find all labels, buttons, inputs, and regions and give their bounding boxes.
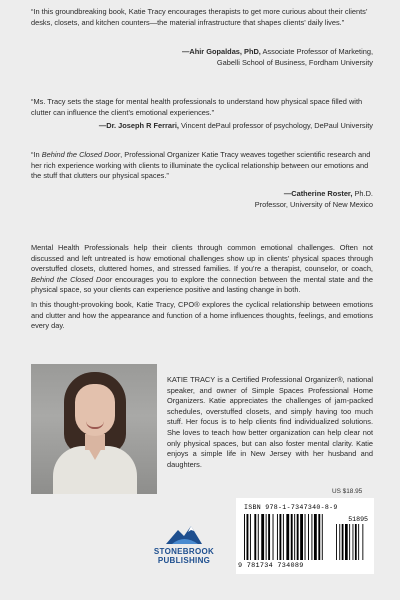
endorsement-attribution-2	[31, 121, 373, 132]
endorser-affiliation-1: Gabelli School of Business, Fordham University	[216, 57, 373, 67]
isbn-number: ISBN 978-1-7347340-8-9	[244, 504, 338, 511]
endorsement-quote-2: “Ms. Tracy sets the stage for mental health professionals to understand how physical space filled with clutter can influence the client’s emotional experiences.”	[31, 97, 363, 117]
endorser-title-1: Associate Professor of Marketing,	[260, 47, 373, 56]
author-photo	[31, 364, 157, 494]
endorser-name-2: —Dr. Joseph R Ferrari,	[98, 121, 179, 130]
publisher-name-line-1: STONEBROOK	[153, 547, 215, 556]
description-paragraph-2: In this thought-provoking book, Katie Tracy, CPO® explores the cyclical relationship between emotions and clutter and how the appearance and function of a home influences thoughts, feelings, and emotions every day.	[31, 300, 373, 331]
price-label: US $18.95	[332, 488, 363, 495]
publisher-logo	[142, 522, 226, 578]
price-supplement-code: 51895	[348, 516, 368, 523]
description-p1-part-a: Mental Health Professionals help their clients through common emotional challenges. Often not discussed and left untreated is how emotional challenges show up in clients’ physical spaces through overstuffed closets, cluttered homes, and stressed families. If you’re a therapist, counselor, or coach,	[31, 243, 373, 274]
description-book-title: Behind the Closed Door	[31, 274, 113, 284]
description-p1-part-b: encourages you to explore the connection between the mental state and the physical space, so your clients can experience positive and lasting change in both.	[31, 274, 373, 295]
endorsement-quote-1: “In this groundbreaking book, Katie Tracy encourages therapists to get more curious about their clients’ desks, closets, and kitchen counters—the material infrastructure that shapes clients’ daily lives.”	[31, 7, 368, 27]
endorser-name-3: —Catherine Roster,	[283, 189, 353, 198]
quote-3-book-title: Behind the Closed Door	[41, 150, 121, 159]
endorser-title-3: Ph.D.	[352, 189, 373, 198]
description-paragraph-1	[31, 243, 373, 296]
supplement-barcode	[336, 524, 368, 560]
author-bio: KATIE TRACY is a Certified Professional Organizer®, national speaker, and owner of Simple Spaces Professional Home Organizers. Katie appreciates the challenges of jam-packed schedules, overstuffed closets, and simply having too much stuff. Her focus is to help clients find individualized solutions. She loves to teach how better organization can help clear not only physical spaces, but can also foster mental clarity. Katie enjoys a simple life in New Jersey with her husband and daughters.	[167, 375, 373, 469]
endorsement-attribution-1	[31, 47, 373, 68]
endorser-name-1: —Ahir Gopaldas, PhD,	[182, 47, 261, 56]
endorser-affiliation-3: Professor, University of New Mexico	[254, 199, 373, 209]
ean-barcode	[244, 514, 332, 560]
publisher-name-line-2: PUBLISHING	[157, 556, 211, 565]
endorsement-attribution-3	[31, 189, 373, 210]
publisher-mountain-icon	[164, 522, 204, 546]
endorser-title-2: Vincent dePaul professor of psychology, DePaul University	[178, 121, 373, 130]
barcode-digits: 9 781734 734089	[238, 562, 304, 570]
quote-3-start: “In	[31, 150, 42, 159]
isbn-barcode-block	[236, 498, 374, 574]
quote-3-end: , Professional Organizer Katie Tracy weaves together scientific research and her rich experience working with clients to illuminate the cyclical relationship between our emotions and the stuff that clutters our physical spaces.”	[31, 150, 371, 181]
endorsement-quote-3	[31, 150, 373, 182]
